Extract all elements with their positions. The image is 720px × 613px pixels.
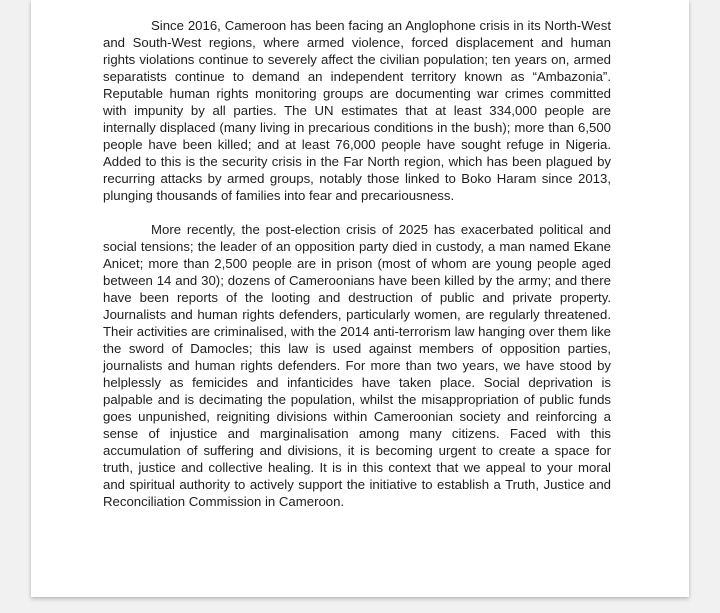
paragraph-post-election-crisis[interactable]: More recently, the post-election crisis of 2025 has exacerbated political and social tensions; the leader of an opposition party died in custody, a man named Ekane Anicet; more than 2,500 people are in prison (most of whom are young people aged between 14 and 30); dozens of Cameroonians have been killed by the army; and there have been reports of the looting and destruction of public and private property. Journalists and human rights defenders, particularly women, are regularly threatened. Their activities are criminalised, with the 2014 anti-terrorism law hanging over them like the sword of Damocles; this law is used against members of opposition parties, journalists and human rights defenders. For more than two years, we have stood by helplessly as femicides and infanticides have taken place. Social deprivation is palpable and is decimating the population, whilst the misappropriation of public funds goes unpunished, reigniting divisions within Cameroonian society and reinforcing a sense of injustice and marginalisation among many citizens. Faced with this accumulation of suffering and divisions, it is becoming urgent to create a space for truth, justice and collective healing. It is in this context that we appeal to your moral and spiritual authority to actively support the initiative to establish a Truth, Justice and Reconciliation Commission in Cameroon. — [103, 222, 611, 509]
paragraph-anglophone-crisis[interactable]: Since 2016, Cameroon has been facing an Anglophone crisis in its North-West and South-West regions, where armed violence, forced displacement and human rights violations continue to severely affect the civilian population; ten years on, armed separatists continue to demand an independent territory known as “Ambazonia”. Reputable human rights monitoring groups are documenting war crimes committed with impunity by all parties. The UN estimates that at least 334,000 people are internally displaced (many living in precarious conditions in the bush); more than 6,500 people have been killed; and at least 76,000 people have sought refuge in Nigeria. Added to this is the security crisis in the Far North region, which has been plagued by recurring attacks by armed groups, notably those linked to Boko Haram since 2013, plunging thousands of families into fear and precariousness. — [103, 18, 611, 203]
document-text-block — [103, 17, 611, 527]
document-page[interactable] — [31, 0, 689, 597]
